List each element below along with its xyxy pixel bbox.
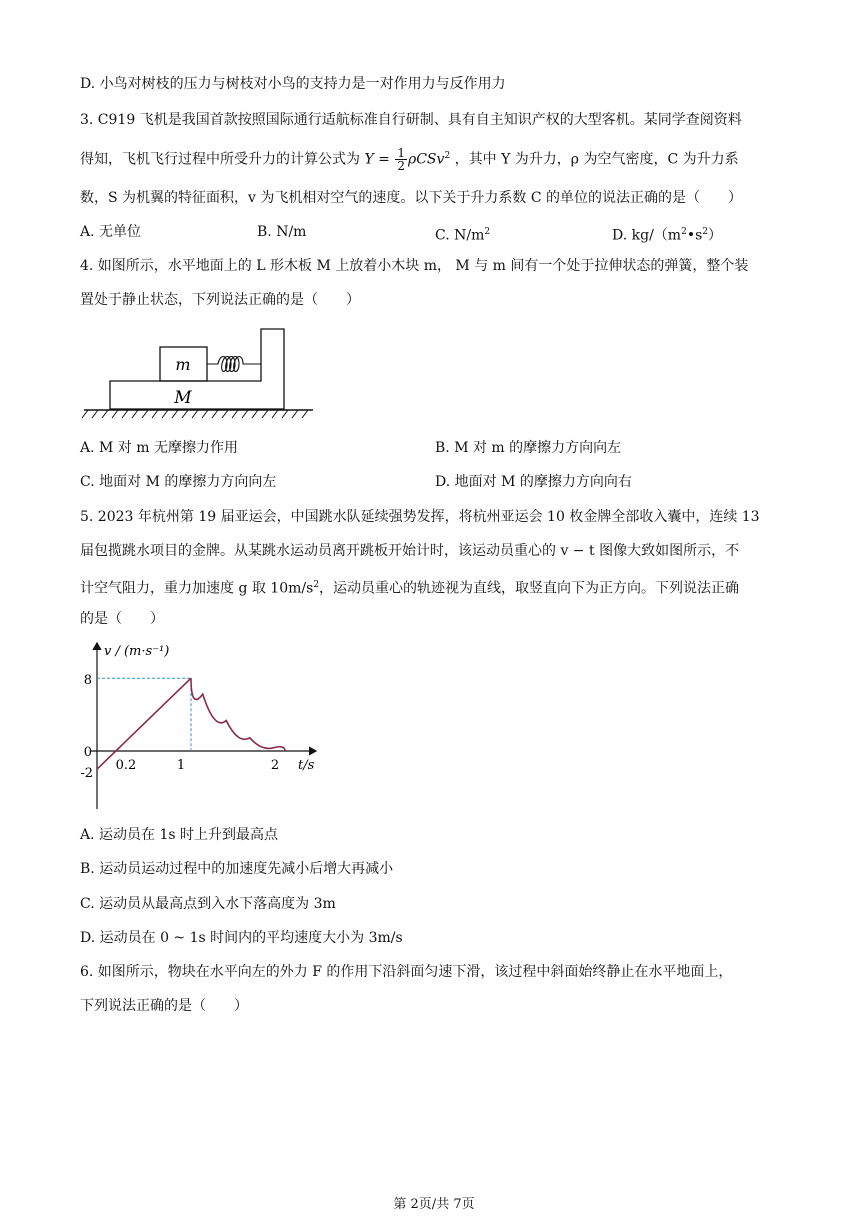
q5-stem-line1: 5. 2023 年杭州第 19 届亚运会，中国跳水队延续强势发挥，将杭州亚运会 10 枚金牌全部收入囊中，连续 13 bbox=[80, 509, 760, 525]
q3-formula-denominator: 2 bbox=[397, 159, 405, 174]
q3-option-d-exp2: 2 bbox=[702, 227, 708, 237]
q4-option-a: A. M 对 m 无摩擦力作用 bbox=[80, 440, 238, 456]
spring-coil bbox=[207, 357, 261, 372]
label-m: m bbox=[175, 355, 191, 374]
series-linear-segment bbox=[97, 678, 191, 769]
q5-vt-chart bbox=[80, 637, 330, 817]
q3-option-c-text: C. N/m bbox=[435, 227, 485, 244]
q4-option-b: B. M 对 m 的摩擦力方向向左 bbox=[435, 440, 622, 456]
x-tick-0-2: 0.2 bbox=[115, 758, 137, 773]
q3-stem-line1: 3. C919 飞机是我国首款按照国际通行适航标准自行研制、具有自主知识产权的大型客机。某同学查阅资料 bbox=[80, 112, 742, 128]
q5-option-b: B. 运动员运动过程中的加速度先减小后增大再减小 bbox=[80, 861, 394, 877]
q5-option-a: A. 运动员在 1s 时上升到最高点 bbox=[80, 827, 279, 843]
q5-option-c: C. 运动员从最高点到入水下落高度为 3m bbox=[80, 896, 336, 912]
series-curve-segment bbox=[191, 678, 285, 751]
q5-stem-line3-b: ，运动员重心的轨迹视为直线，取竖直向下为正方向。下列说法正确 bbox=[319, 580, 740, 597]
y-tick-neg2: -2 bbox=[80, 766, 93, 781]
q3-stem-line2-a: 得知，飞机飞行过程中所受升力的计算公式为 bbox=[80, 151, 360, 168]
q5-option-d: D. 运动员在 0 ~ 1s 时间内的平均速度大小为 3m/s bbox=[80, 930, 403, 946]
q3-option-c bbox=[435, 222, 490, 246]
q3-stem-line2 bbox=[80, 146, 739, 172]
q3-formula-fraction bbox=[395, 147, 407, 172]
y-axis-label: v / (m·s⁻¹) bbox=[104, 644, 170, 659]
q3-stem-line2-b: ，其中 Y 为升力，ρ 为空气密度，C 为升力系 bbox=[454, 151, 739, 168]
x-tick-1: 1 bbox=[176, 758, 186, 773]
q3-formula-rhs: ρCSv bbox=[407, 151, 445, 168]
ground-hatching bbox=[82, 410, 308, 418]
y-tick-0: 0 bbox=[83, 745, 92, 760]
q4-option-d: D. 地面对 M 的摩擦力方向向右 bbox=[435, 474, 632, 490]
q3-formula-lhs: Y = bbox=[364, 151, 390, 168]
x-tick-2: 2 bbox=[270, 758, 280, 773]
q3-option-d-exp1: 2 bbox=[681, 227, 687, 237]
q3-stem-line3: 数，S 为机翼的特征面积，v 为飞机相对空气的速度。以下关于升力系数 C 的单位的说法正确的是（ ） bbox=[80, 190, 743, 206]
q3-option-c-exp: 2 bbox=[484, 227, 491, 237]
q3-option-d-tail: •s bbox=[686, 227, 703, 244]
q3-formula-numerator: 1 bbox=[397, 146, 405, 161]
x-axis-label: t/s bbox=[298, 758, 315, 773]
q4-stem-line2: 置处于静止状态，下列说法正确的是（ ） bbox=[80, 292, 360, 308]
q3-option-d-text: D. kg/（m bbox=[612, 227, 682, 244]
q3-formula-exp: 2 bbox=[444, 151, 451, 161]
board-M-outline bbox=[110, 329, 284, 409]
q4-figure bbox=[80, 325, 320, 425]
q5-stem-line2: 届包揽跳水项目的金牌。从某跳水运动员离开跳板开始计时，该运动员重心的 v − t 图像大致如图所示，不 bbox=[80, 543, 740, 559]
q5-stem-line4: 的是（ ） bbox=[80, 611, 164, 627]
q4-option-c: C. 地面对 M 的摩擦力方向向左 bbox=[80, 474, 277, 490]
page-footer: 第 2页/共 7页 bbox=[393, 1197, 475, 1212]
q2-option-d: D. 小鸟对树枝的压力与树枝对小鸟的支持力是一对作用力与反作用力 bbox=[80, 76, 506, 92]
q3-option-d-end: ） bbox=[708, 227, 722, 244]
q6-stem-line1: 6. 如图所示，物块在水平向左的外力 F 的作用下沿斜面匀速下滑，该过程中斜面始终静止在水平地面上， bbox=[80, 964, 733, 980]
q4-stem-line1: 4. 如图所示，水平地面上的 L 形木板 M 上放着小木块 m， M 与 m 间有一个处于拉伸状态的弹簧，整个装 bbox=[80, 258, 749, 274]
y-tick-8: 8 bbox=[83, 673, 92, 688]
q3-option-a: A. 无单位 bbox=[80, 224, 142, 240]
label-M: M bbox=[174, 388, 192, 408]
q6-stem-line2: 下列说法正确的是（ ） bbox=[80, 998, 248, 1014]
q3-option-d bbox=[612, 222, 722, 246]
q5-stem-line3-a: 计空气阻力，重力加速度 g 取 10m/s bbox=[80, 580, 314, 597]
q5-stem-line3-exp: 2 bbox=[313, 580, 320, 590]
q3-option-b: B. N/m bbox=[257, 224, 307, 240]
q5-stem-line3 bbox=[80, 575, 739, 599]
